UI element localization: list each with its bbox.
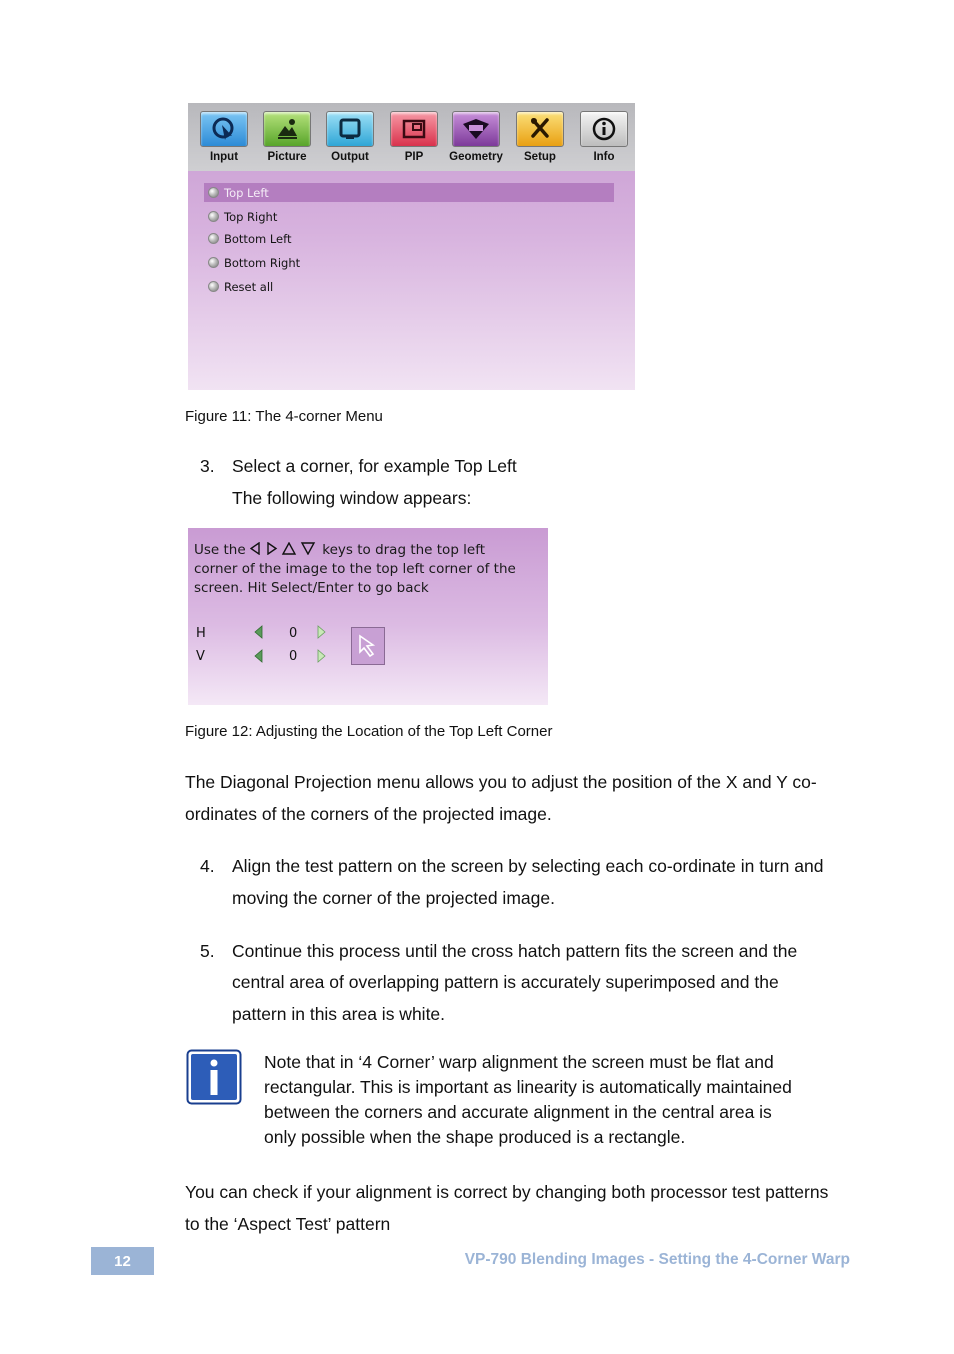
tab-label: Picture	[267, 151, 307, 163]
step-5-line: pattern in this area is white.	[232, 1004, 446, 1024]
v-decrease-arrow-icon[interactable]	[254, 649, 264, 668]
menu-item-bottom-right[interactable]	[208, 253, 300, 272]
paragraph-line: The Diagonal Projection menu allows you to adjust the position of the X and Y co-	[185, 772, 817, 792]
tab-label: PIP	[404, 151, 424, 163]
h-increase-arrow-icon[interactable]	[316, 625, 326, 644]
step-5-line: central area of overlapping pattern is accurately superimposed and the	[232, 972, 779, 992]
menu-item-top-left[interactable]	[208, 183, 269, 202]
tab-label: Output	[331, 151, 369, 163]
paragraph-line: ordinates of the corners of the projected image.	[185, 804, 552, 824]
menu-item-label: Top Right	[224, 209, 278, 224]
note-line: Note that in ‘4 Corner’ warp alignment the screen must be flat and	[264, 1052, 774, 1072]
tab-label: Info	[593, 151, 615, 163]
radio-bullet-icon	[208, 233, 219, 244]
v-label: V	[196, 649, 205, 664]
footer-title: VP-790 Blending Images - Setting the 4-Corner Warp	[464, 1251, 850, 1268]
menu-item-label: Top Left	[224, 185, 269, 200]
menu-item-top-right[interactable]	[208, 207, 277, 226]
step-4-line: moving the corner of the projected image.	[232, 888, 555, 908]
menu-item-label: Reset all	[224, 279, 274, 294]
output-icon	[326, 111, 374, 147]
v-increase-arrow-icon[interactable]	[316, 649, 326, 668]
radio-bullet-icon	[208, 187, 219, 198]
tab-info[interactable]	[576, 111, 632, 163]
tab-setup[interactable]	[512, 111, 568, 163]
step-3-followup: The following window appears:	[232, 488, 472, 508]
tab-input[interactable]	[196, 111, 252, 163]
radio-bullet-icon	[208, 281, 219, 292]
arrow-keys-icons	[250, 542, 322, 558]
menu-item-bottom-left[interactable]	[208, 229, 291, 248]
pip-icon	[390, 111, 438, 147]
step-number: 5.	[200, 941, 215, 961]
step-4-line: Align the test pattern on the screen by selecting each co-ordinate in turn and	[232, 856, 824, 876]
setup-icon	[516, 111, 564, 147]
tab-picture[interactable]	[259, 111, 315, 163]
page-number: 12	[91, 1247, 154, 1275]
h-decrease-arrow-icon[interactable]	[254, 625, 264, 644]
menu-item-reset-all[interactable]	[208, 277, 273, 296]
radio-bullet-icon	[208, 257, 219, 268]
menu-toolbar	[188, 103, 635, 171]
paragraph-line: to the ‘Aspect Test’ pattern	[185, 1214, 391, 1234]
note-line: only possible when the shape produced is a rectangle.	[264, 1127, 686, 1147]
instructions-suffix: keys to drag the top left	[322, 542, 486, 558]
info-icon	[580, 111, 628, 147]
tab-label: Setup	[524, 151, 556, 163]
figure-12-caption: Figure 12: Adjusting the Location of the Top Left Corner	[185, 723, 553, 740]
picture-icon	[263, 111, 311, 147]
menu-item-label: Bottom Right	[224, 255, 301, 270]
step-number: 3.	[200, 456, 215, 476]
input-icon	[200, 111, 248, 147]
instructions-prefix: Use the	[194, 542, 246, 558]
tab-label: Geometry	[449, 151, 503, 163]
h-label: H	[196, 626, 206, 641]
adjust-instructions	[194, 541, 539, 598]
tab-geometry[interactable]	[448, 111, 504, 163]
step-5-line: Continue this process until the cross hatch pattern fits the screen and the	[232, 941, 798, 961]
info-note-icon	[186, 1049, 242, 1110]
note-line: between the corners and accurate alignment in the central area is	[264, 1102, 772, 1122]
step-number: 4.	[200, 856, 215, 876]
v-value: 0	[289, 649, 298, 664]
note-line: rectangular. This is important as linearity is automatically maintained	[264, 1077, 792, 1097]
figure-11-caption: Figure 11: The 4-corner Menu	[185, 408, 383, 425]
four-corner-menu-figure	[188, 103, 635, 390]
instructions-line-3: screen. Hit Select/Enter to go back	[194, 580, 429, 596]
geometry-icon	[452, 111, 500, 147]
tab-pip[interactable]	[386, 111, 442, 163]
tab-output[interactable]	[322, 111, 378, 163]
radio-bullet-icon	[208, 211, 219, 222]
menu-item-label: Bottom Left	[224, 231, 292, 246]
tab-label: Input	[209, 151, 239, 163]
h-value: 0	[289, 626, 298, 641]
instructions-line-2: corner of the image to the top left corner of the	[194, 561, 516, 577]
step-3-text: Select a corner, for example Top Left	[232, 456, 517, 476]
top-left-cursor-icon	[351, 627, 385, 665]
corner-adjust-window	[188, 528, 548, 705]
paragraph-line: You can check if your alignment is correct by changing both processor test patterns	[185, 1182, 829, 1202]
